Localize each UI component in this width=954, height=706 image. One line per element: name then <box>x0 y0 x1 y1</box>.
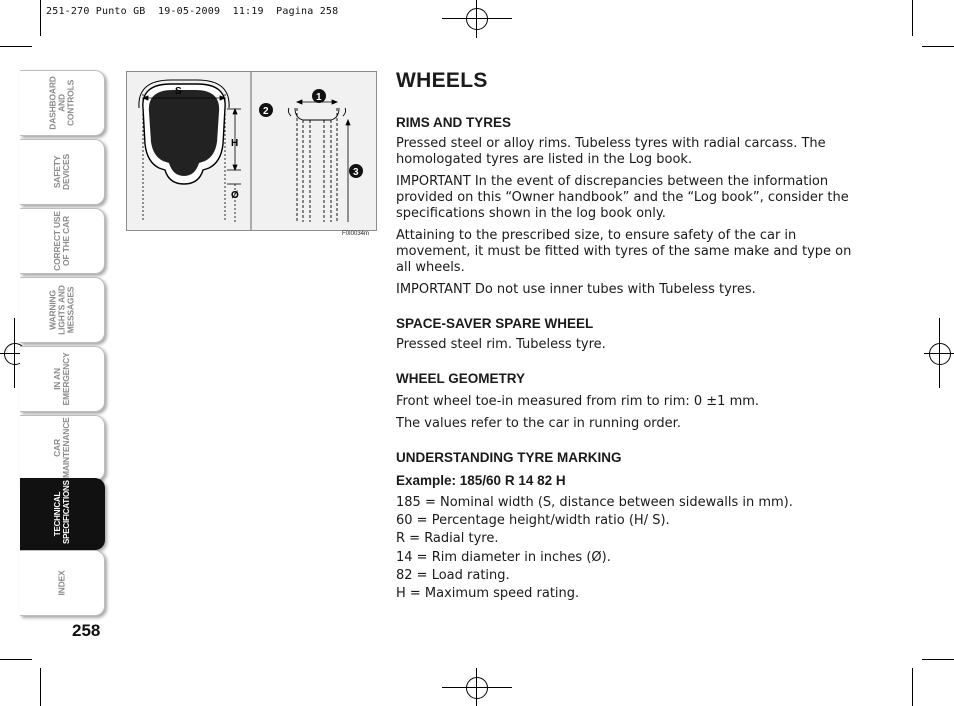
tab-label: WARNING LIGHTS AND MESSAGES <box>47 285 76 335</box>
tab-label: TECHNICAL SPECIFICATIONS <box>53 480 71 544</box>
section-heading: WHEEL GEOMETRY <box>396 371 526 386</box>
registration-circle <box>466 8 488 30</box>
tyre-cross-section <box>139 80 229 184</box>
tyre-diagram-drawing <box>127 72 376 230</box>
tab-label: CAR MAINTENANCE <box>52 417 71 478</box>
tab-in-an-emergency[interactable] <box>20 346 105 412</box>
callout-1-label: 1 <box>316 92 322 103</box>
crop-mark <box>0 46 32 47</box>
list-item: H = Maximum speed rating. <box>396 586 580 602</box>
tyre-diagram <box>126 71 377 231</box>
tab-car-maintenance[interactable] <box>20 415 105 481</box>
main-content <box>396 66 866 603</box>
label-diameter: Ø <box>231 190 239 201</box>
tab-technical-specifications[interactable] <box>20 478 105 550</box>
list-item: 185 = Nominal width (S, distance between sidewalls in mm). <box>396 495 793 510</box>
list-item: R = Radial tyre. <box>396 531 499 547</box>
list-item: 82 = Load rating. <box>396 567 510 583</box>
tab-label: DASHBOARD AND CONTROLS <box>47 76 76 130</box>
crop-mark <box>922 659 954 660</box>
crop-mark <box>912 668 913 706</box>
tab-label: SAFETY DEVICES <box>52 154 71 190</box>
label-h: H <box>231 138 239 149</box>
crop-mark <box>912 0 913 36</box>
section-heading: RIMS AND TYRES <box>396 115 512 130</box>
print-header: 251-270 Punto GB 19-05-2009 11:19 Pagina 258 <box>46 6 339 17</box>
tab-index[interactable] <box>20 550 105 616</box>
list-item: 60 = Percentage height/width ratio (H/ S). <box>396 513 670 529</box>
section-heading: SPACE-SAVER SPARE WHEEL <box>396 316 594 331</box>
list-item: 14 = Rim diameter in inches (Ø). <box>396 549 611 565</box>
crop-mark <box>40 668 41 706</box>
paragraph: Pressed steel rim. Tubeless tyre. <box>396 337 606 352</box>
paragraph: IMPORTANT Do not use inner tubes with Tubeless tyres. <box>396 282 756 297</box>
registration-circle <box>929 343 951 365</box>
callout-3-label: 3 <box>353 167 359 178</box>
registration-circle <box>466 677 488 699</box>
tab-label: CORRECT USE OF THE CAR <box>52 211 71 271</box>
paragraph: Attaining to the prescribed size, to ensure safety of the car in movement, it must be fitted with tyres of the same make and type on all wheels. <box>396 228 852 275</box>
paragraph: Pressed steel or alloy rims. Tubeless tyres with radial carcass. The homologated tyres are listed in the Log book. <box>396 136 826 167</box>
paragraph: Front wheel toe-in measured from rim to rim: 0 ±1 mm. <box>396 394 760 409</box>
rim-profile <box>288 108 345 222</box>
tab-correct-use[interactable] <box>20 208 105 274</box>
section-heading: UNDERSTANDING TYRE MARKING <box>396 450 622 465</box>
crop-mark <box>922 46 954 47</box>
figure-code: F0I0034m <box>342 231 370 237</box>
label-s: S <box>175 86 182 97</box>
tab-label: IN AN EMERGENCY <box>52 352 71 406</box>
page-number: 258 <box>72 621 101 640</box>
tab-warning-lights[interactable] <box>20 277 105 343</box>
tab-safety-devices[interactable] <box>20 139 105 205</box>
tab-dashboard-and-controls[interactable] <box>20 70 105 136</box>
tyre-example: Example: 185/60 R 14 82 H <box>396 473 566 488</box>
tyre-marking-list <box>396 494 866 603</box>
tab-label: INDEX <box>56 570 67 596</box>
crop-mark <box>40 0 41 36</box>
page-title: WHEELS <box>396 69 488 92</box>
paragraph: IMPORTANT In the event of discrepancies between the information provided on this “Owner handbook” and the “Log book”, consider the specifications shown in the log book only. <box>396 174 849 221</box>
callout-2-label: 2 <box>263 106 269 117</box>
crop-mark <box>0 659 32 660</box>
paragraph: The values refer to the car in running order. <box>396 416 681 431</box>
